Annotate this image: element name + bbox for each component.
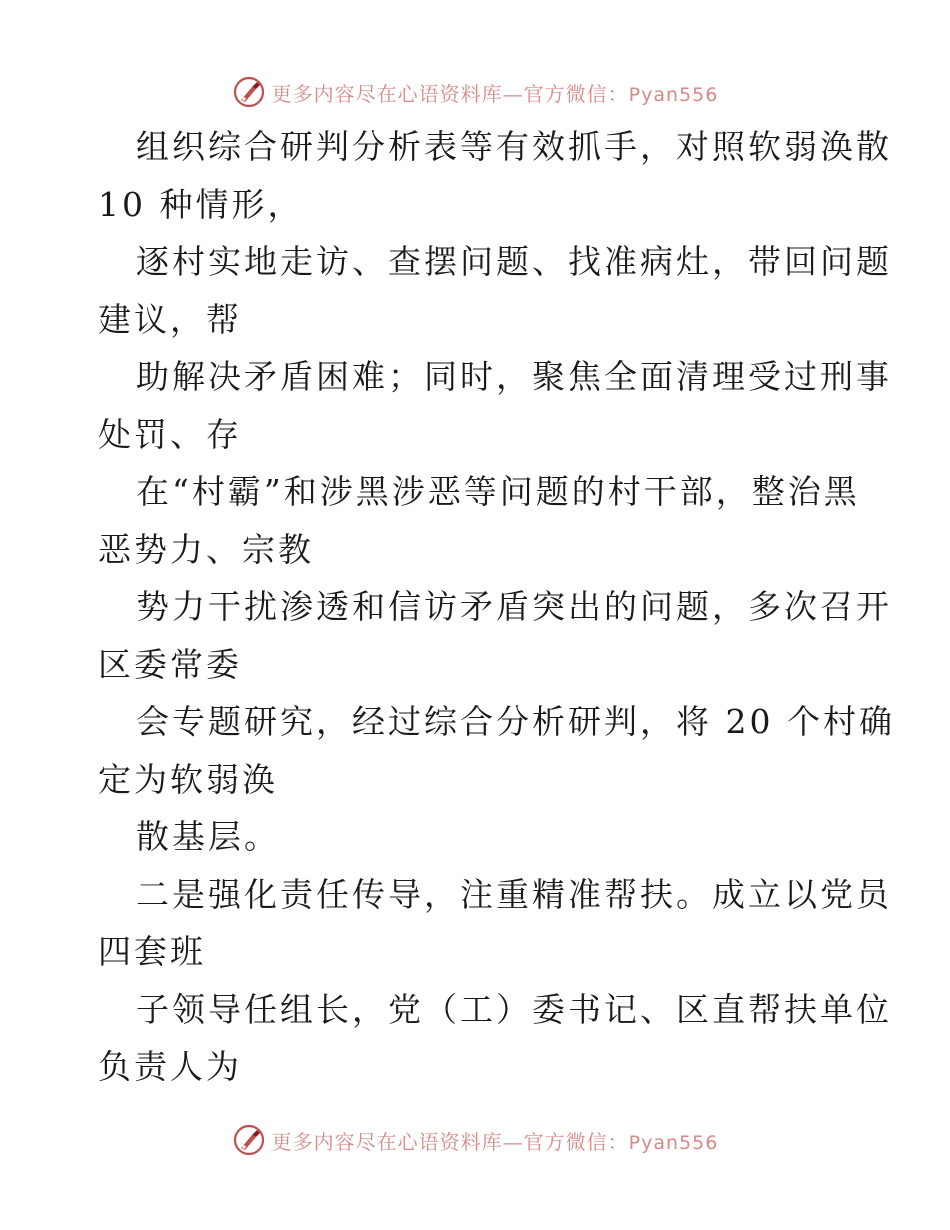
paragraph-line: 势力干扰渗透和信访矛盾突出的问题，多次召开	[136, 587, 892, 626]
watermark-label: 更多内容尽在心语资料库—官方微信：	[271, 1129, 629, 1154]
watermark-label: 更多内容尽在心语资料库—官方微信：	[271, 81, 629, 106]
paragraph-line: 组织综合研判分析表等有效抓手，对照软弱涣散	[136, 127, 892, 166]
watermark-text	[272, 1126, 719, 1155]
paragraph-line: 四套班	[98, 932, 206, 971]
watermark-handle: Pyan556	[628, 83, 719, 106]
paragraph-line: 二是强化责任传导，注重精准帮扶。成立以党员	[136, 874, 892, 914]
paragraph-line: 处罚、存	[98, 414, 242, 454]
paragraph-line: 在“村霸”和涉黑涉恶等问题的村干部，整治黑	[136, 472, 860, 511]
pen-nib-logo-icon	[232, 75, 266, 109]
paragraph-line: 恶势力、宗教	[98, 529, 314, 569]
footer-watermark	[0, 1120, 950, 1160]
paragraph-line: 子领导任组长，党（工）委书记、区直帮扶单位	[136, 989, 892, 1029]
paragraph-line: 会专题研究，经过综合分析研判，将 20 个村确	[136, 702, 895, 741]
paragraph-line: 建议，帮	[98, 299, 242, 339]
paragraph-line: 逐村实地走访、查摆问题、找准病灶，带回问题	[136, 242, 892, 281]
paragraph-line: 10 种情形，	[98, 184, 304, 224]
paragraph-line: 助解决矛盾困难；同时，聚焦全面清理受过刑事	[136, 357, 892, 396]
paragraph-line: 负责人为	[98, 1047, 242, 1086]
pen-nib-logo-icon	[232, 1123, 266, 1157]
document-body	[98, 118, 895, 1096]
paragraph-line: 散基层。	[136, 817, 280, 856]
paragraph-line: 定为软弱涣	[98, 759, 278, 799]
watermark-text	[272, 78, 719, 107]
watermark-handle: Pyan556	[628, 1131, 719, 1154]
header-watermark	[0, 72, 950, 112]
paragraph-line: 区委常委	[98, 644, 242, 684]
